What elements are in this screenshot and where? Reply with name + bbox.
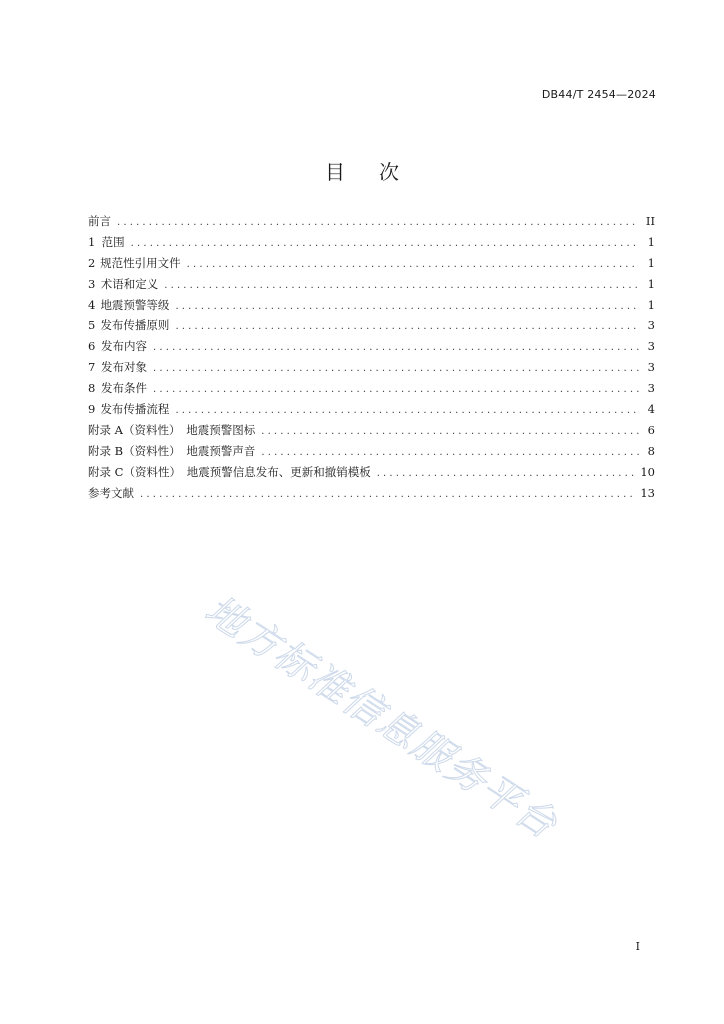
toc-entry-page: 1 xyxy=(647,297,655,312)
toc-entry-page: 1 xyxy=(647,234,655,249)
toc-entry[interactable] xyxy=(88,485,655,506)
toc-entry-page: 13 xyxy=(640,485,655,500)
toc-entry[interactable] xyxy=(88,359,655,380)
toc-entry-label: 附录 C（资料性） 地震预警信息发布、更新和撤销模板 xyxy=(88,464,371,479)
toc-entry-number: 9 xyxy=(88,402,96,417)
toc-entry-page: II xyxy=(645,214,655,228)
toc-entry[interactable] xyxy=(88,317,655,338)
toc-entry-page: 1 xyxy=(647,255,655,270)
toc-entry-label: 发布传播原则 xyxy=(100,318,170,333)
toc-entry-page: 3 xyxy=(647,318,655,333)
toc-title-left: 目 xyxy=(325,160,345,184)
toc-entry[interactable] xyxy=(88,255,655,276)
toc-entry-page: 3 xyxy=(647,339,655,354)
toc-dot-leader xyxy=(261,447,639,458)
toc-dot-leader xyxy=(153,342,639,353)
toc-entry-number: 2 xyxy=(88,255,96,270)
toc-dot-leader xyxy=(187,259,639,270)
toc-dot-leader xyxy=(140,489,634,500)
toc-entry-number: 7 xyxy=(88,360,96,375)
watermark: 地方标准信息服务平台 xyxy=(196,587,566,849)
toc-entry-label: 发布传播流程 xyxy=(100,402,170,417)
toc-dot-leader xyxy=(117,217,639,228)
toc-entry-page: 10 xyxy=(640,464,655,479)
toc-entry[interactable] xyxy=(88,213,655,234)
toc-dot-leader xyxy=(261,426,639,437)
toc-entry[interactable] xyxy=(88,338,655,359)
toc-entry[interactable] xyxy=(88,297,655,318)
toc-entry-label: 前言 xyxy=(88,214,111,228)
toc-title-right: 次 xyxy=(379,160,399,184)
toc-dot-leader xyxy=(175,405,639,416)
toc-entry[interactable] xyxy=(88,443,655,464)
document-code: DB44/T 2454—2024 xyxy=(541,88,656,101)
toc-entry-number: 4 xyxy=(88,297,96,312)
toc-entry-number: 1 xyxy=(88,234,96,249)
toc-dot-leader xyxy=(153,384,639,395)
toc-entry-label: 附录 A（资料性） 地震预警图标 xyxy=(88,422,256,437)
toc-entry[interactable] xyxy=(88,234,655,255)
toc-entry-label: 地震预警等级 xyxy=(100,297,170,312)
toc-dot-leader xyxy=(175,301,639,312)
toc-dot-leader xyxy=(131,238,639,249)
toc-entry-label: 发布内容 xyxy=(101,339,148,354)
toc-entry-label: 术语和定义 xyxy=(100,276,159,291)
toc-entry-page: 1 xyxy=(647,276,655,291)
toc-entry-number: 8 xyxy=(88,381,96,396)
toc-entry[interactable] xyxy=(88,401,655,422)
toc-entry-label: 参考文献 xyxy=(88,485,134,500)
page-number: I xyxy=(635,940,640,953)
toc-entry-page: 3 xyxy=(647,360,655,375)
toc-entry-page: 3 xyxy=(647,381,655,396)
toc-entry-page: 6 xyxy=(647,422,655,437)
toc-entry-label: 发布条件 xyxy=(101,381,148,396)
toc-entry-number: 6 xyxy=(88,339,96,354)
toc-entry-label: 规范性引用文件 xyxy=(100,255,181,270)
toc-entry[interactable] xyxy=(88,276,655,297)
toc-entry-label: 附录 B（资料性） 地震预警声音 xyxy=(88,443,256,458)
toc-entry-number: 5 xyxy=(88,318,96,333)
toc-title xyxy=(0,156,724,185)
toc-entry-label: 发布对象 xyxy=(101,360,148,375)
toc-dot-leader xyxy=(175,321,639,332)
toc-entry[interactable] xyxy=(88,464,655,485)
toc-entry[interactable] xyxy=(88,380,655,401)
toc-entry-number: 3 xyxy=(88,276,96,291)
toc-entry-page: 4 xyxy=(647,402,655,417)
toc-entry-label: 范围 xyxy=(101,234,125,249)
toc-dot-leader xyxy=(377,468,635,479)
toc-entry-page: 8 xyxy=(647,443,655,458)
toc-entry[interactable] xyxy=(88,422,655,443)
toc-dot-leader xyxy=(153,363,639,374)
toc-list xyxy=(88,213,655,505)
toc-dot-leader xyxy=(164,280,639,291)
